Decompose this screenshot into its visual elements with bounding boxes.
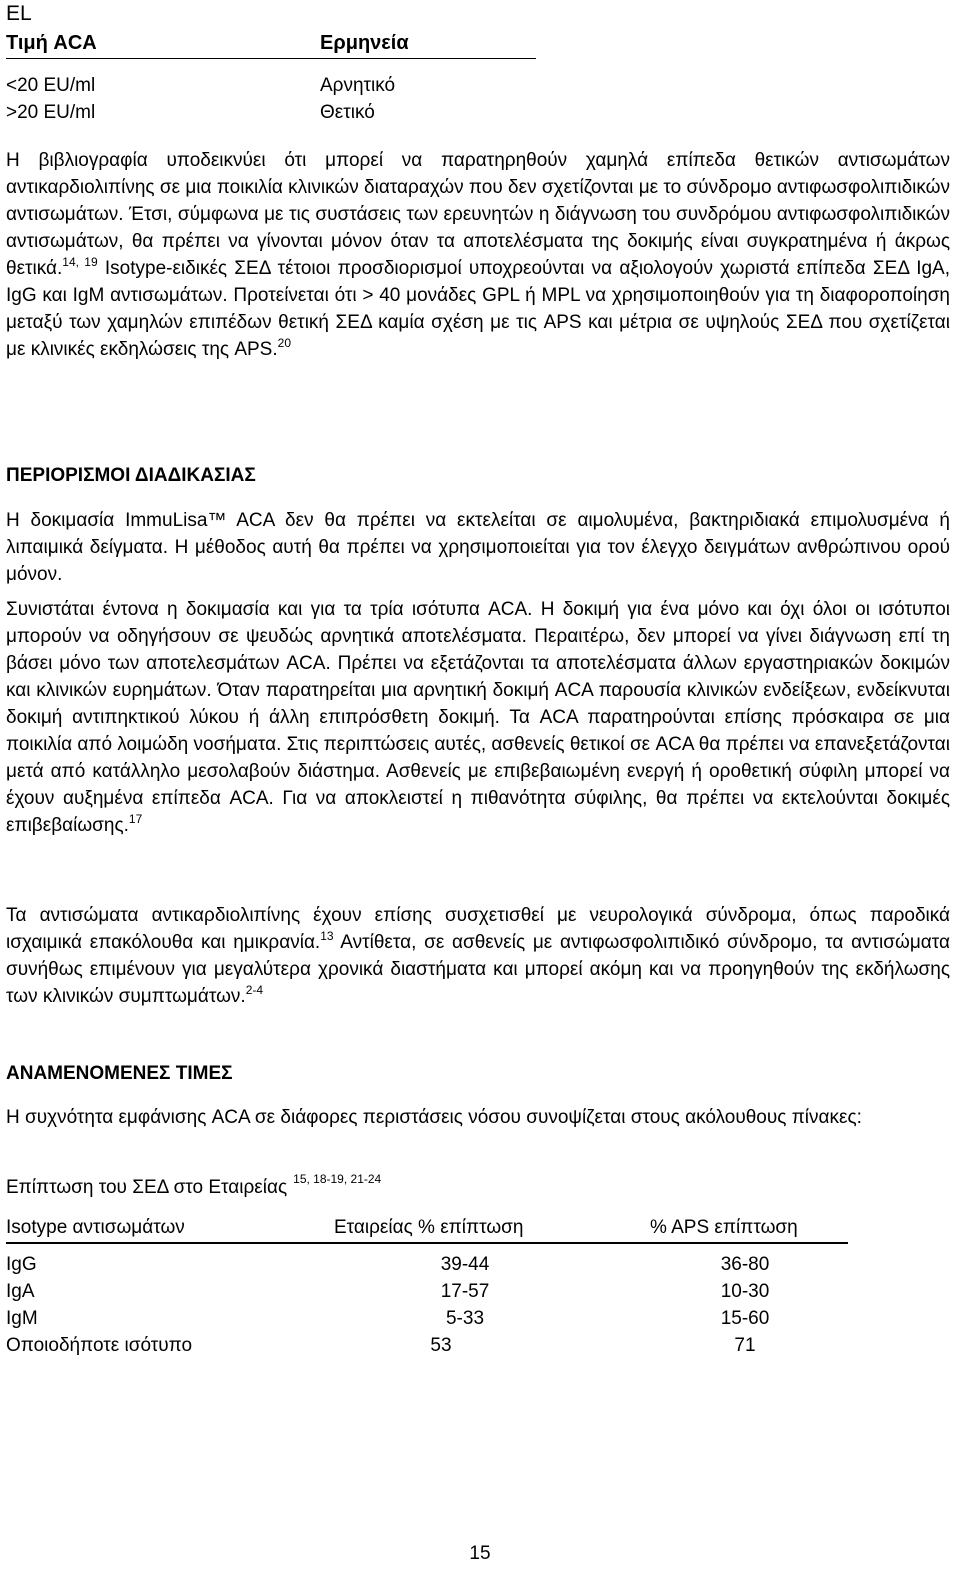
cell-isotype: Οποιοδήποτε ισότυπο xyxy=(6,1335,193,1356)
reference: 20 xyxy=(277,336,291,350)
paragraph-text: Η βιβλιογραφία υποδεικνύει ότι μπορεί να παρατηρηθούν χαμηλά επίπεδα θετικών αντισωμάτων αντικαρδιολιπίνης σε μια ποικιλία κλινικών διαταραχών που δεν σχετίζονται με το σύνδρομο αντιφωσφολιπιδικών αντισωμάτων. Έτσι, σύμφωνα με τις συστάσεις των ερευνητών η διάγνωση του συνδρόμου αντιφωσφολιπιδικών αντισωμάτων, θα πρέπει να γίνονται μόνον όταν τα αποτελέσματα της δοκιμής είναι συγκρατημένα ή άκρως θετικά. xyxy=(6,150,950,279)
paragraph-neurological xyxy=(6,902,950,1010)
cell-isotype: IgM xyxy=(6,1308,38,1329)
cell-aps: 36-80 xyxy=(720,1254,770,1275)
paragraph-literature xyxy=(6,147,950,363)
cell-company: 17-57 xyxy=(440,1281,490,1302)
heading-expected-values: ΑΝΑΜΕΝΟΜΕΝΕΣ ΤΙΜΕΣ xyxy=(6,1063,233,1084)
header-isotype: Isotype αντισωμάτων xyxy=(6,1217,185,1238)
table-header xyxy=(6,28,536,59)
page-number: 15 xyxy=(469,1543,491,1564)
reference: 15, 18-19, 21-24 xyxy=(293,1172,382,1186)
table-row xyxy=(6,70,536,97)
paragraph-frequency: Η συχνότητα εμφάνισης ACA σε διάφορες περιστάσεις νόσου συνοψίζεται στους ακόλουθους πίνακες: xyxy=(6,1107,862,1128)
table-row xyxy=(6,1305,848,1332)
cell-company: 39-44 xyxy=(440,1254,490,1275)
incidence-title xyxy=(6,1174,381,1201)
paragraph-text: Τα αντισώματα αντικαρδιολιπίνης έχουν επίσης συσχετισθεί με νευρολογικά σύνδρομα, όπως παροδικά ισχαιμικά επακόλουθα και ημικρανία. xyxy=(6,905,950,953)
header-aca-value: Τιμή ACA xyxy=(6,32,97,54)
cell-company: 5-33 xyxy=(445,1308,485,1329)
paragraph-isotypes xyxy=(6,596,950,839)
header-company-incidence: Εταιρείας % επίπτωση xyxy=(334,1217,524,1238)
cell-company: 53 xyxy=(430,1335,452,1356)
cell-interpretation: Αρνητικό xyxy=(320,75,396,96)
cell-isotype: IgG xyxy=(6,1254,37,1275)
paragraph-text: Συνιστάται έντονα η δοκιμασία και για τα τρία ισότυπα ACA. Η δοκιμή για ένα μόνο και όχι όλοι οι ισότυποι μπορούν να οδηγήσουν σε ψευδώς αρνητικά αποτελέσματα. Περαιτέρω, δεν μπορεί να γίνει διάγνωση επί τη βάσει μόνο των αποτελεσμάτων ACA. Πρέπει να εξετάζονται τα αποτελέσματα άλλων εργαστηριακών δοκιμών και κλινικών ευρημάτων. Όταν παρατηρείται μια αρνητική δοκιμή ACA παρουσία κλινικών ενδείξεων, ενδείκνυται δοκιμή αντιπηκτικού λύκου ή άλλη επιπρόσθετη δοκιμή. Τα ACA παρατηρούνται επίσης πρόσκαιρα σε μια ποικιλία από λοιμώδη νοσήματα. Στις περιπτώσεις αυτές, ασθενείς θετικοί σε ACA θα πρέπει να επανεξετάζονται μετά από κατάλληλο μεσολαβούν διάστημα. Ασθενείς με επιβεβαιωμένη ενεργή ή οροθετική σύφιλη μπορεί να έχουν αυξημένα επίπεδα ACA. Για να αποκλειστεί η πιθανότητα σύφιλης, θα πρέπει να εκτελούνται δοκιμές επιβεβαίωσης. xyxy=(6,599,950,836)
reference: 17 xyxy=(128,812,143,826)
paragraph-sample-limits: Η δοκιμασία ImmuLisa™ ACA δεν θα πρέπει να εκτελείται σε αιμολυμένα, βακτηριδιακά επιμολυσμένα ή λιπαιμικά δείγματα. Η μέθοδος αυτή θα πρέπει να χρησιμοποιείται για τον έλεγχο δειγμάτων ανθρώπινου ορού μόνον. xyxy=(6,510,950,585)
reference: 2-4 xyxy=(245,983,264,997)
reference: 13 xyxy=(320,929,334,943)
reference: 14, 19 xyxy=(62,255,98,269)
cell-value: >20 EU/ml xyxy=(6,102,96,123)
header-aps-incidence: % APS επίπτωση xyxy=(650,1217,798,1238)
cell-aps: 15-60 xyxy=(720,1308,770,1329)
incidence-table xyxy=(6,1212,848,1359)
incidence-title-text: Επίπτωση του ΣΕΔ στο Εταιρείας xyxy=(6,1177,288,1198)
table-row xyxy=(6,1278,848,1305)
header-interpretation: Ερμηνεία xyxy=(320,32,409,54)
value-interpretation-table xyxy=(6,28,536,124)
cell-value: <20 EU/ml xyxy=(6,75,96,96)
table-row xyxy=(6,97,536,124)
table-row xyxy=(6,1332,848,1359)
language-code: EL xyxy=(6,2,32,25)
cell-aps: 71 xyxy=(734,1335,756,1356)
cell-isotype: IgA xyxy=(6,1281,35,1302)
paragraph-text: Isotype-ειδικές ΣΕΔ τέτοιοι προσδιορισμοί υποχρεούνται να αξιολογούν χωριστά επίπεδα ΣΕΔ IgA, IgG και IgM αντισωμάτων. Προτείνεται ότι > 40 μονάδες GPL ή MPL να χρησιμοποιηθούν για τη διαφοροποίηση μεταξύ των χαμηλών επιπέδων θετική ΣΕΔ καμία σχέση με τις APS και μέτρια σε υψηλούς ΣΕΔ που σχετίζεται με κλινικές εκδηλώσεις της APS. xyxy=(6,258,950,360)
paragraph-text: Αντίθετα, σε ασθενείς με αντιφωσφολιπιδικό σύνδρομο, τα αντισώματα συνήθως επιμένουν για μεγαλύτερα χρονικά διαστήματα και μπορεί ακόμη και να προηγηθούν της εκδήλωσης των κλινικών συμπτωμάτων. xyxy=(6,932,950,1007)
cell-interpretation: Θετικό xyxy=(320,102,375,123)
cell-aps: 10-30 xyxy=(720,1281,770,1302)
heading-procedure-limitations: ΠΕΡΙΟΡΙΣΜΟΙ ΔΙΑΔΙΚΑΣΙΑΣ xyxy=(6,465,256,486)
table-header xyxy=(6,1212,848,1244)
table-row xyxy=(6,1251,848,1278)
